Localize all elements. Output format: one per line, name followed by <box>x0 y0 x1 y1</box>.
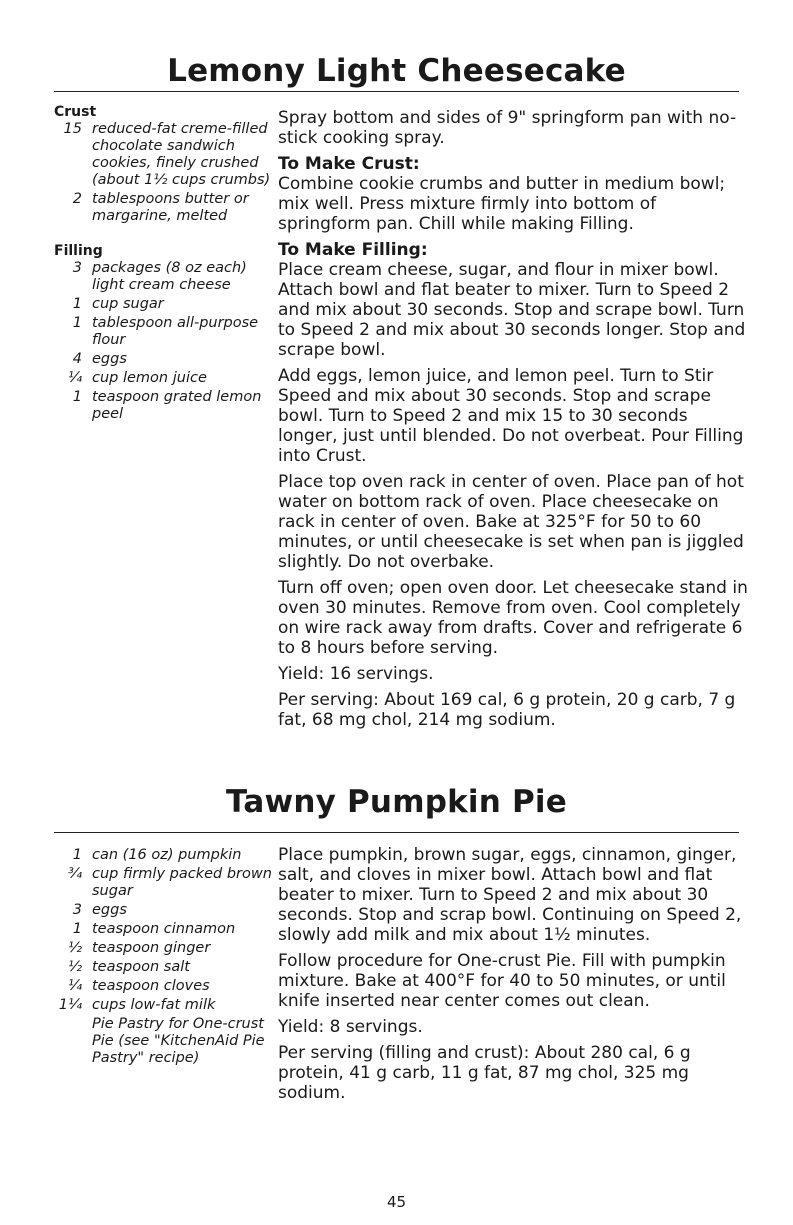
ingredients-cheesecake <box>54 104 272 441</box>
ingredient-quantity: 1 <box>72 296 82 312</box>
direction-text: Combine cookie crumbs and butter in medium bowl; mix well. Press mixture firmly into bottom of springform pan. Chill while making Filling. <box>278 174 726 234</box>
direction-step <box>278 1017 748 1037</box>
direction-step <box>278 154 748 234</box>
directions-cheesecake <box>278 108 748 736</box>
recipe-title-pumpkin-pie: Tawny Pumpkin Pie <box>226 784 567 820</box>
ingredient-item <box>54 191 272 225</box>
ingredients-pumpkin-pie <box>54 847 272 1085</box>
ingredient-item <box>54 260 272 294</box>
directions-pumpkin-pie <box>278 845 748 1109</box>
ingredient-quantity: 2 <box>72 191 82 207</box>
ingredient-item <box>54 978 272 995</box>
ingredient-item <box>54 997 272 1014</box>
direction-step <box>278 578 748 658</box>
direction-text: Per serving: About 169 cal, 6 g protein, 20 g carb, 7 g fat, 68 mg chol, 214 mg sodium. <box>278 690 736 730</box>
direction-text: Place pumpkin, brown sugar, eggs, cinnamon, ginger, salt, and cloves in mixer bowl. Attach bowl and flat beater to mixer. Turn to Speed 2 and mix about 30 seconds. Stop and scrap bowl. Continuing on Speed 2, slowly add milk and mix about 1½ minutes. <box>278 845 742 945</box>
direction-step <box>278 664 748 684</box>
ingredient-text: teaspoon cinnamon <box>92 921 236 937</box>
page-number: 45 <box>386 1193 407 1211</box>
ingredient-quantity <box>54 1016 92 1067</box>
ingredient-item <box>54 1016 272 1067</box>
ingredient-group-heading: Crust <box>54 104 97 120</box>
ingredient-item <box>54 389 272 423</box>
direction-step <box>278 690 748 730</box>
ingredient-group-heading: Filling <box>54 243 103 259</box>
ingredient-item <box>54 121 272 189</box>
title-divider <box>54 832 739 833</box>
direction-step <box>278 951 748 1011</box>
direction-text: Spray bottom and sides of 9" springform pan with no-stick cooking spray. <box>278 108 737 148</box>
ingredient-quantity: 1 <box>72 389 82 405</box>
ingredient-item <box>54 902 272 919</box>
ingredient-text: cup lemon juice <box>92 370 207 386</box>
ingredient-quantity: ½ <box>67 940 82 956</box>
ingredient-quantity: 4 <box>72 351 82 367</box>
ingredient-text: cup firmly packed brown sugar <box>92 866 272 899</box>
direction-text: Place cream cheese, sugar, and flour in mixer bowl. Attach bowl and flat beater to mixer. Turn to Speed 2 and mix about 30 seconds. Stop and scrape bowl. Turn to Speed 2 and mix about 30 seconds longer. Stop and scrape bowl. <box>278 260 746 360</box>
ingredient-item <box>54 351 272 368</box>
ingredient-item <box>54 866 272 900</box>
title-divider <box>54 91 739 92</box>
ingredient-item <box>54 370 272 387</box>
ingredient-group <box>54 847 272 1067</box>
ingredient-quantity: 1 <box>72 921 82 937</box>
ingredient-quantity: 15 <box>63 121 82 137</box>
ingredient-text: packages (8 oz each) light cream cheese <box>92 260 247 293</box>
direction-step <box>278 240 748 360</box>
ingredient-group <box>54 243 272 423</box>
ingredient-text: cup sugar <box>92 296 164 312</box>
ingredient-quantity: 3 <box>72 260 82 276</box>
ingredient-item <box>54 921 272 938</box>
ingredient-text: teaspoon salt <box>92 959 190 975</box>
ingredient-text: reduced-fat creme-filled chocolate sandwich cookies, finely crushed (about 1½ cups crumbs) <box>92 121 271 188</box>
direction-heading: To Make Crust: <box>278 154 420 174</box>
direction-text: Turn off oven; open oven door. Let cheesecake stand in oven 30 minutes. Remove from oven. Cool completely on wire rack away from drafts. Cover and refrigerate 6 to 8 hours before serving. <box>278 578 748 658</box>
ingredient-quantity: 1 <box>72 847 82 863</box>
direction-step <box>278 845 748 945</box>
direction-text: Follow procedure for One-crust Pie. Fill with pumpkin mixture. Bake at 400°F for 40 to 50 minutes, or until knife inserted near center comes out clean. <box>278 951 726 1011</box>
ingredient-text: teaspoon cloves <box>92 978 210 994</box>
ingredient-text: tablespoon all-purpose flour <box>92 315 259 348</box>
ingredient-item <box>54 959 272 976</box>
ingredient-item <box>54 940 272 957</box>
direction-step <box>278 1043 748 1103</box>
ingredient-quantity: 3 <box>72 902 82 918</box>
ingredient-text: teaspoon grated lemon peel <box>92 389 262 422</box>
ingredient-quantity: ¾ <box>67 866 82 882</box>
ingredient-text: eggs <box>92 902 127 918</box>
direction-step <box>278 472 748 572</box>
ingredient-item <box>54 296 272 313</box>
direction-step <box>278 366 748 466</box>
ingredient-group <box>54 104 272 225</box>
ingredient-item <box>54 847 272 864</box>
direction-text: Place top oven rack in center of oven. Place pan of hot water on bottom rack of oven. Place cheesecake on rack in center of oven. Bake at 325°F for 50 to 60 minutes, or until cheesecake is set when pan is jiggled slightly. Do not overbake. <box>278 472 744 572</box>
ingredient-text: Pie Pastry for One-crust Pie (see "KitchenAid Pie Pastry" recipe) <box>92 1016 265 1066</box>
ingredient-quantity: 1¼ <box>58 997 82 1013</box>
ingredient-text: tablespoons butter or margarine, melted <box>92 191 249 224</box>
recipe-title-cheesecake: Lemony Light Cheesecake <box>167 53 626 89</box>
direction-step <box>278 108 748 148</box>
direction-text: Yield: 8 servings. <box>278 1017 423 1037</box>
ingredient-text: eggs <box>92 351 127 367</box>
ingredient-text: teaspoon ginger <box>92 940 211 956</box>
ingredient-quantity: 1 <box>72 315 82 331</box>
ingredient-text: cups low-fat milk <box>92 997 216 1013</box>
direction-text: Yield: 16 servings. <box>278 664 434 684</box>
direction-heading: To Make Filling: <box>278 240 428 260</box>
ingredient-quantity: ¼ <box>67 978 82 994</box>
direction-text: Add eggs, lemon juice, and lemon peel. Turn to Stir Speed and mix about 30 seconds. Stop and scrape bowl. Turn to Speed 2 and mix 15 to 30 seconds longer, just until blended. Do not overbeat. Pour Filling into Crust. <box>278 366 744 466</box>
ingredient-quantity: ½ <box>67 959 82 975</box>
direction-text: Per serving (filling and crust): About 280 cal, 6 g protein, 41 g carb, 11 g fat, 87 mg chol, 325 mg sodium. <box>278 1043 691 1103</box>
ingredient-item <box>54 315 272 349</box>
ingredient-text: can (16 oz) pumpkin <box>92 847 242 863</box>
ingredient-quantity: ¼ <box>67 370 82 386</box>
